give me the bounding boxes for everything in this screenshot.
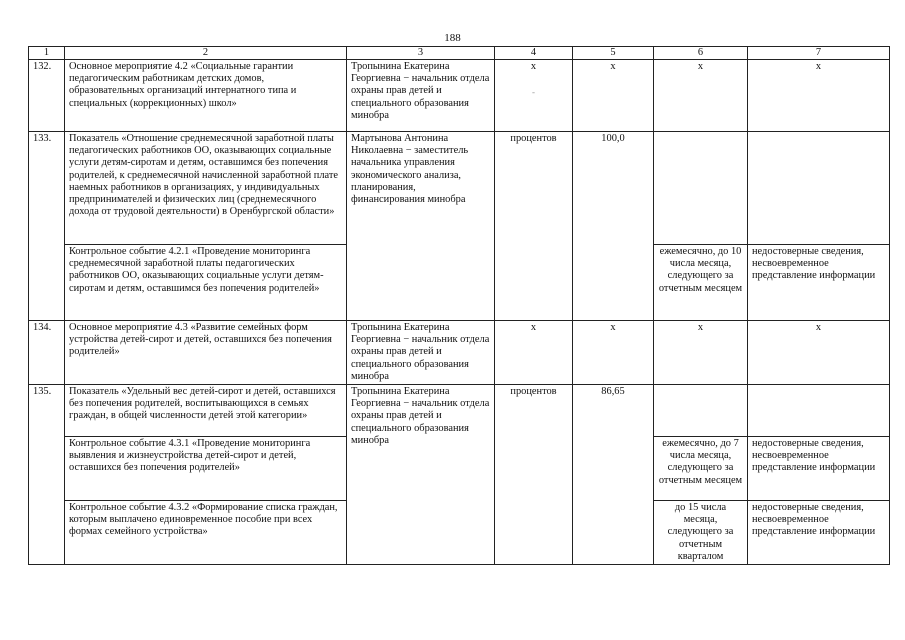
row-description: Показатель «Отношение среднемесячной заработной платы педагогических работников ОО, оказывающих социальные услуги детям-сиротам и детям, оставшимся без попечения родителей, к среднемесячной начисленной заработной плате наемных работников в организациях, у индивидуальных предпринимателей и физических лиц (среднемесячного дохода от трудовой деятельности) в Оренбургской области» — [65, 132, 347, 245]
row-risk: x — [748, 60, 890, 132]
event-description: Контрольное событие 4.3.1 «Проведение мониторинга выявления и жизнеустройства детей-сирот и детей, оставшихся без попечения родителей» — [65, 437, 347, 501]
row-unit: x — [495, 321, 573, 385]
row-description: Показатель «Удельный вес детей-сирот и детей, оставшихся без попечения родителей, воспитывающихся в семьях граждан, в общей численности детей этой категории» — [65, 385, 347, 437]
unit-value: x — [530, 61, 537, 72]
event-risk: недостоверные сведения, несвоевременное представление информации — [748, 245, 890, 321]
row-number: 133. — [29, 132, 65, 321]
row-responsible: Тропынина Екатерина Георгиевна − начальник отдела охраны прав детей и специального образования минобра — [347, 385, 495, 565]
header-cell: 7 — [748, 47, 890, 60]
row-risk: x — [748, 321, 890, 385]
row-unit: процентов — [495, 132, 573, 321]
row-responsible: Тропынина Екатерина Георгиевна − начальник отдела охраны прав детей и специального образования минобра — [347, 60, 495, 132]
table-row — [29, 385, 890, 437]
event-deadline: до 15 числа месяца, следующего за отчетным кварталом — [654, 501, 748, 565]
header-cell: 6 — [654, 47, 748, 60]
row-number: 134. — [29, 321, 65, 385]
row-deadline — [654, 385, 748, 437]
row-risk — [748, 132, 890, 245]
event-deadline: ежемесячно, до 7 числа месяца, следующего за отчетным месяцем — [654, 437, 748, 501]
row-number: 135. — [29, 385, 65, 565]
table-row — [29, 132, 890, 245]
row-risk — [748, 385, 890, 437]
row-responsible: Тропынина Екатерина Георгиевна − начальник отдела охраны прав детей и специального образования минобра — [347, 321, 495, 385]
header-cell: 2 — [65, 47, 347, 60]
row-value: x — [573, 60, 654, 132]
row-value: 86,65 — [573, 385, 654, 565]
page-number: 188 — [444, 32, 461, 44]
event-description: Контрольное событие 4.3.2 «Формирование списка граждан, которым выплачено единовременное пособие при всех формах семейного устройства» — [65, 501, 347, 565]
program-table — [28, 46, 890, 565]
event-description: Контрольное событие 4.2.1 «Проведение мониторинга среднемесячной заработной платы педагогических работников ОО, оказывающих социальные услуги детям-сиротам и детям, оставшимся без попечения родителей» — [65, 245, 347, 321]
table-row — [29, 321, 890, 385]
header-cell: 1 — [29, 47, 65, 60]
row-description: Основное мероприятие 4.3 «Развитие семейных форм устройства детей-сирот и детей, оставшихся без попечения родителей» — [65, 321, 347, 385]
row-value: x — [573, 321, 654, 385]
row-unit — [495, 60, 573, 132]
row-number: 132. — [29, 60, 65, 132]
header-cell: 5 — [573, 47, 654, 60]
event-deadline: ежемесячно, до 10 числа месяца, следующего за отчетным месяцем — [654, 245, 748, 321]
row-responsible: Мартынова Антонина Николаевна − заместитель начальника управления экономического анализа, планирования, финансирования минобра — [347, 132, 495, 321]
table-row — [29, 60, 890, 132]
row-deadline — [654, 132, 748, 245]
event-risk: недостоверные сведения, несвоевременное представление информации — [748, 437, 890, 501]
row-deadline: x — [654, 60, 748, 132]
row-deadline: x — [654, 321, 748, 385]
header-cell: 4 — [495, 47, 573, 60]
event-risk: недостоверные сведения, несвоевременное представление информации — [748, 501, 890, 565]
row-unit: процентов — [495, 385, 573, 565]
header-cell: 3 — [347, 47, 495, 60]
row-description: Основное мероприятие 4.2 «Социальные гарантии педагогическим работникам детских домов, образовательных организаций интернатного типа и специальных (коррекционных) школ» — [65, 60, 347, 132]
header-row — [29, 47, 890, 60]
unit-mark: - — [532, 87, 535, 98]
row-value: 100,0 — [573, 132, 654, 321]
